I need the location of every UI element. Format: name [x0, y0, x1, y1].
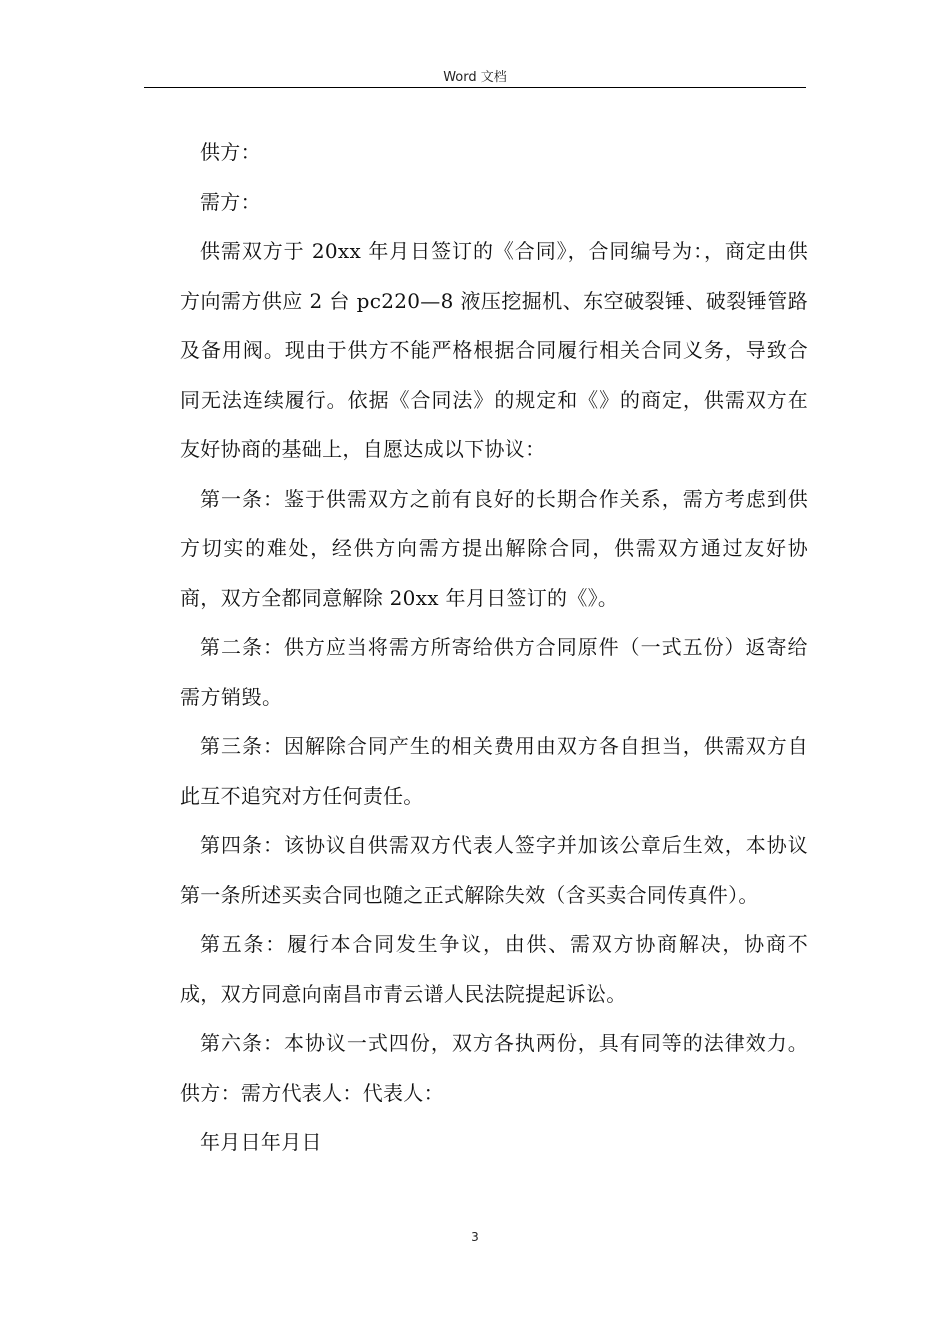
paragraph-article-1: 第一条：鉴于供需双方之前有良好的长期合作关系，需方考虑到供方切实的难处，经供方向需方提出解除合同，供需双方通过友好协商，双方全都同意解除 20xx 年月日签订的《》。 — [180, 486, 808, 610]
page-number: 3 — [471, 1230, 479, 1244]
paragraph-article-4: 第四条：该协议自供需双方代表人签字并加该公章后生效，本协议第一条所述买卖合同也随之正式解除失效（含买卖合同传真件）。 — [180, 833, 808, 907]
header-divider — [144, 87, 806, 88]
paragraph-preamble: 供需双方于 20xx 年月日签订的《合同》，合同编号为：，商定由供方向需方供应 2 台 pc220—8 液压挖掘机、东空破裂锤、破裂锤管路及备用阀。现由于供方不能严格根据合同履行相关合同义务，导致合同无法连续履行。依据《合同法》的规定和《》的商定，供需双方在友好协商的基础上，自愿达成以下协议： — [180, 239, 808, 461]
paragraph-signature-dates: 年月日年月日 — [200, 1130, 322, 1154]
paragraph-supplier: 供方： — [200, 140, 261, 164]
header-title: Word 文档 — [443, 70, 507, 85]
paragraph-article-2: 第二条：供方应当将需方所寄给供方合同原件（一式五份）返寄给需方销毁。 — [180, 635, 808, 709]
paragraph-article-6: 第六条：本协议一式四份，双方各执两份，具有同等的法律效力。供方：需方代表人：代表人： — [180, 1031, 808, 1105]
paragraph-article-5: 第五条：履行本合同发生争议，由供、需双方协商解决，协商不成，双方同意向南昌市青云谱人民法院提起诉讼。 — [180, 932, 808, 1006]
paragraph-article-3: 第三条：因解除合同产生的相关费用由双方各自担当，供需双方自此互不追究对方任何责任。 — [180, 734, 808, 808]
document-body — [180, 128, 808, 1168]
paragraph-buyer: 需方： — [200, 189, 261, 214]
